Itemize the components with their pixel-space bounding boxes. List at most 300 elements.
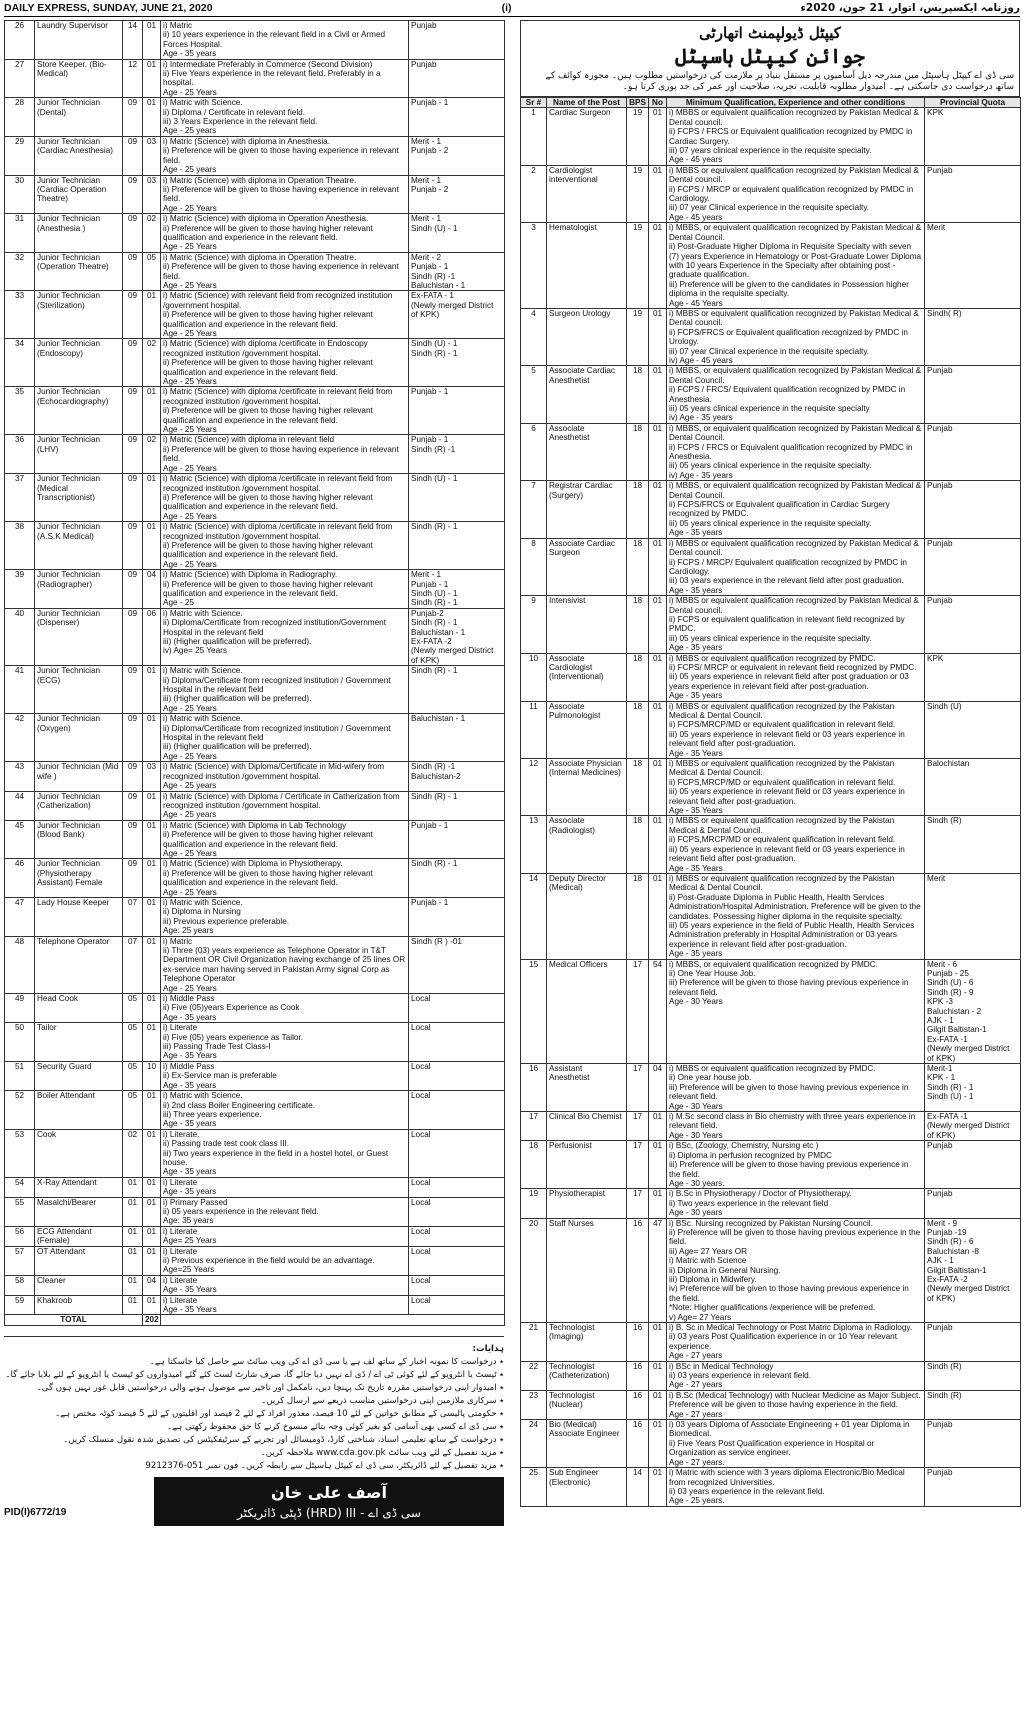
- row-post-name: Technologist (Imaging): [547, 1323, 627, 1362]
- col-qualification: Minimum Qualification, Experience and other conditions: [667, 98, 925, 108]
- row-qualification: [667, 873, 925, 959]
- row-quota: [925, 538, 1021, 595]
- row-post-name: Junior Technician (Blood Bank): [35, 820, 123, 859]
- quota-line: Punjab: [927, 538, 953, 548]
- qualification-line: ii) FCPS,MRCP/MD or equivalent qualification in relevant field.: [669, 835, 896, 845]
- row-post-name: Technologist (Nuclear): [547, 1390, 627, 1419]
- table-row: [521, 1112, 1021, 1141]
- row-sr: 22: [521, 1361, 547, 1390]
- qualification-line: Age - 25 Years: [163, 559, 217, 569]
- row-bps: 18: [627, 873, 649, 959]
- row-sr: 3: [521, 223, 547, 309]
- row-qualification: [667, 108, 925, 165]
- qualification-line: Age - 30 Years: [669, 1130, 723, 1140]
- quota-line: Gilgit Baltistan-1: [927, 1265, 987, 1275]
- table-row: [5, 252, 505, 291]
- row-count: 05: [143, 252, 161, 291]
- quota-line: Punjab: [927, 1323, 953, 1332]
- quota-line: (Newly merged District of KPK): [927, 1044, 1010, 1063]
- qualification-line: ii) Diploma/Certificate from recognized institution / Government Hospital in the relevant field: [163, 675, 391, 695]
- table-row: [5, 522, 505, 570]
- row-qualification: [161, 1226, 409, 1246]
- qualification-line: i) MBBS or equivalent qualification recognized by Pakistan Medical & Dental council.: [669, 108, 919, 127]
- qualification-line: Age - 45 years: [669, 212, 723, 222]
- qualification-line: Age - 35 years: [669, 528, 723, 538]
- qualification-line: ii) Passing trade test cook class III.: [163, 1139, 290, 1149]
- row-bps: 09: [123, 435, 143, 474]
- qualification-line: iii) (Higher qualification will be preferred).: [163, 742, 312, 752]
- row-count: 01: [649, 1390, 667, 1419]
- row-quota: [925, 1064, 1021, 1112]
- row-count: 01: [143, 59, 161, 98]
- qualification-line: i) BSc. Nursing recognized by Pakistan Nursing Council.: [669, 1218, 873, 1228]
- row-sr: 8: [521, 538, 547, 595]
- qualification-line: Age - 45 years: [669, 155, 723, 165]
- row-sr: 16: [521, 1064, 547, 1112]
- row-post-name: Clinical Bio Chemist: [547, 1112, 627, 1141]
- quota-line: Baluchistan - 1: [411, 280, 466, 290]
- row-qualification: [667, 1361, 925, 1390]
- row-qualification: [161, 762, 409, 791]
- row-sr: 6: [521, 423, 547, 480]
- qualification-line: i) Matric (Science) with diploma in Operation Anesthesia.: [163, 214, 369, 224]
- row-count: 01: [143, 1246, 161, 1275]
- masthead: [4, 2, 1020, 17]
- quota-line: Sindh (R) - 6: [927, 1237, 974, 1247]
- row-qualification: [161, 214, 409, 253]
- row-quota: [409, 936, 505, 993]
- quota-line: Punjab: [927, 366, 953, 376]
- row-bps: 18: [627, 701, 649, 758]
- quota-line: Sindh (R) - 1: [411, 522, 458, 532]
- row-quota: [925, 1141, 1021, 1189]
- row-bps: 16: [627, 1420, 649, 1468]
- row-count: 01: [649, 423, 667, 480]
- row-quota: [925, 223, 1021, 309]
- row-count: 01: [143, 1129, 161, 1177]
- row-post-name: Cardiologist interventional: [547, 165, 627, 222]
- quota-line: Merit - 1: [411, 214, 442, 224]
- quota-line: Local: [411, 1197, 431, 1207]
- qualification-line: i) Matric with Science: [669, 1256, 747, 1266]
- qualification-line: ii) Diploma in perfusion recognized by PMDC: [669, 1150, 832, 1160]
- qualification-line: ii) Diploma in Nursing: [163, 907, 241, 917]
- instructions-heading: ہدایات:: [472, 1343, 504, 1354]
- quota-line: Sindh( R): [927, 308, 962, 318]
- qualification-line: i) BSc in Medical Technology: [669, 1361, 774, 1371]
- row-sr: 2: [521, 165, 547, 222]
- qualification-line: i) Literate: [163, 1023, 198, 1033]
- row-quota: [925, 959, 1021, 1063]
- hospital-title: جوائن کیپٹل ہاسپٹل: [675, 44, 865, 68]
- quota-line: Sindh (R): [927, 816, 962, 826]
- quota-line: Punjab - 1: [411, 579, 449, 589]
- quota-line: Merit: [927, 873, 946, 883]
- row-qualification: [667, 366, 925, 423]
- qualification-line: iii) 05 years clinical experience in the requisite specialty.: [669, 633, 872, 643]
- row-post-name: Associate Cardiologist (Interventional): [547, 653, 627, 701]
- row-count: 06: [143, 608, 161, 665]
- row-count: 03: [143, 136, 161, 175]
- table-row: [5, 291, 505, 339]
- row-post-name: Junior Technician (Oxygen): [35, 714, 123, 762]
- qualification-line: ii) FCPS,MRCP/MD or equivalent qualification in relevant field.: [669, 777, 896, 787]
- qualification-line: iii) 05 years experience in the field of Public Health, Health Services Administration preferably in Hospital Administration or 03 years experience in relevant field after post-graduation.: [669, 920, 915, 949]
- row-count: 01: [649, 308, 667, 365]
- row-quota: [925, 1468, 1021, 1507]
- row-qualification: [161, 522, 409, 570]
- quota-line: Sindh (R) - 1: [411, 859, 458, 869]
- quota-line: Ex-FATA -2: [411, 637, 452, 646]
- qualification-line: Age - 25 Years: [163, 425, 217, 435]
- row-count: 01: [143, 1295, 161, 1315]
- row-bps: 14: [123, 21, 143, 60]
- qualification-line: i) MBBS or equivalent qualification recognized by PMDC.: [669, 653, 876, 663]
- row-post-name: Junior Technician (Catherization): [35, 791, 123, 820]
- row-post-name: Bio (Medical) Associate Engineer: [547, 1420, 627, 1468]
- qualification-line: iii) 05 years clinical experience in the requisite specialty.: [669, 461, 872, 471]
- row-quota: [925, 108, 1021, 165]
- row-qualification: [161, 339, 409, 387]
- row-post-name: Junior Technician (Radiographer): [35, 570, 123, 609]
- qualification-line: i) Matric with Science.: [163, 1091, 243, 1101]
- row-count: 01: [649, 1189, 667, 1218]
- qualification-line: i) Matric (Science) with diploma /certificate in Endoscopy recognized institution /government hospital.: [163, 339, 368, 358]
- row-sr: 12: [521, 759, 547, 816]
- row-sr: 18: [521, 1141, 547, 1189]
- row-count: 01: [143, 474, 161, 522]
- qualification-line: i) BSc, (Zoology, Chemistry, Nursing etc ): [669, 1141, 819, 1151]
- row-post-name: Registrar Cardiac (Surgery): [547, 481, 627, 538]
- table-row: [5, 570, 505, 609]
- qualification-line: i) MBBS, or equivalent qualification recognized by PMDC.: [669, 959, 878, 969]
- row-bps: 14: [627, 1468, 649, 1507]
- qualification-line: ii) FCPS / FRCS/ Equivalent qualification recognized by PMDC in Anesthesia.: [669, 385, 906, 404]
- qualification-line: Age - 35 Years: [163, 1051, 217, 1061]
- quota-line: Punjab: [411, 59, 437, 69]
- qualification-line: Age - 25 years.: [669, 1496, 725, 1506]
- row-quota: [409, 859, 505, 898]
- row-sr: 40: [5, 608, 35, 665]
- qualification-line: i) Matric (Science) with Diploma in Lab Technology: [163, 820, 347, 830]
- row-post-name: Junior Technician (Dispenser): [35, 608, 123, 665]
- left-column: [4, 20, 504, 1526]
- instruction-item: ٭ مزید تفصیل کے لئے ویب سائٹ www.cda.gov.pk ملاحظہ کریں۔: [260, 1447, 504, 1458]
- row-count: 04: [143, 570, 161, 609]
- row-qualification: [161, 1295, 409, 1315]
- row-quota: [925, 1420, 1021, 1468]
- quota-line: KPK: [927, 653, 944, 663]
- row-post-name: Associate Pulmonologist: [547, 701, 627, 758]
- row-sr: 13: [521, 816, 547, 873]
- row-bps: 01: [123, 1226, 143, 1246]
- row-post-name: Junior Technician (Dental): [35, 98, 123, 137]
- table-row: [521, 538, 1021, 595]
- instruction-item: ٭ درخواست کے ساتھ تعلیمی اسناد، شناختی کارڈ، ڈومیسائل اور تجربے کے سرٹیفکیٹس کی تصدیق شدہ نقول منسلک کریں۔: [63, 1434, 504, 1445]
- row-quota: [409, 1023, 505, 1062]
- quota-line: Ex-FATA -1: [927, 1112, 968, 1122]
- row-sr: 34: [5, 339, 35, 387]
- qualification-line: Age - 27 years: [669, 1409, 723, 1419]
- qualification-line: ii) Preference will be given to those having higher relevant qualification and experience in the relevant field.: [163, 223, 373, 242]
- qualification-line: Age - 35 Years: [669, 806, 723, 816]
- row-quota: [925, 873, 1021, 959]
- quota-line: Merit - 9: [927, 1218, 958, 1228]
- row-sr: 28: [5, 98, 35, 137]
- row-bps: 09: [123, 859, 143, 898]
- row-qualification: [161, 859, 409, 898]
- qualification-line: i) Matric with Science.: [163, 897, 243, 907]
- table-row: [5, 1091, 505, 1130]
- row-qualification: [667, 1420, 925, 1468]
- quota-line: AJK - 1: [927, 1256, 954, 1266]
- row-sr: 23: [521, 1390, 547, 1419]
- row-post-name: Physiotherapist: [547, 1189, 627, 1218]
- row-sr: 50: [5, 1023, 35, 1062]
- row-qualification: [161, 1246, 409, 1275]
- quota-line: Sindh (U) - 1: [411, 339, 458, 349]
- row-sr: 15: [521, 959, 547, 1063]
- instruction-item: ٭ درخواست کا نمونہ اخبار کے ساتھ لف ہے یا سی ڈی اے کی ویب سائٹ سے حاصل کیا جاسکتا ہے۔: [149, 1356, 504, 1367]
- quota-line: Ex-FATA - 1: [411, 291, 454, 301]
- row-sr: 57: [5, 1246, 35, 1275]
- table-row: [5, 214, 505, 253]
- table-row: [5, 1295, 505, 1315]
- quota-line: Sindh (R) -1: [411, 444, 456, 454]
- qualification-line: ii) 03 years experience in the relevant field.: [669, 1486, 825, 1496]
- instruction-item: ٭ سی ڈی اے کسی بھی آسامی کو بغیر کوئی وجہ بتائے منسوخ کرنے کا حق محفوظ رکھتی ہے۔: [167, 1421, 504, 1432]
- row-post-name: X-Ray Attendant: [35, 1177, 123, 1197]
- qualification-line: iii) 05 years clinical experience in the requisite specialty.: [669, 518, 872, 528]
- table-row: [521, 816, 1021, 873]
- quota-line: Punjab: [927, 481, 953, 491]
- qualification-line: Age - 25 Years: [163, 887, 217, 897]
- qualification-line: iv) Age - 45 years: [669, 355, 733, 365]
- row-post-name: Tailor: [35, 1023, 123, 1062]
- quota-line: Punjab - 1: [411, 262, 449, 272]
- qualification-line: Age - 35 Years: [163, 1285, 217, 1295]
- row-bps: 01: [123, 1246, 143, 1275]
- row-bps: 09: [123, 820, 143, 859]
- row-bps: 05: [123, 1061, 143, 1090]
- row-sr: 45: [5, 820, 35, 859]
- qualification-line: ii) Previous experience in the field would be an advantage.: [163, 1256, 375, 1265]
- row-bps: 01: [123, 1295, 143, 1315]
- row-sr: 31: [5, 214, 35, 253]
- row-sr: 46: [5, 859, 35, 898]
- row-bps: 12: [123, 59, 143, 98]
- qualification-line: Age - 45 Years: [669, 298, 723, 308]
- quota-line: Punjab: [927, 1189, 953, 1199]
- masthead-left: DAILY EXPRESS, SUNDAY, JUNE 21, 2020: [4, 2, 213, 14]
- row-post-name: Cook: [35, 1129, 123, 1177]
- row-bps: 09: [123, 714, 143, 762]
- qualification-line: i) Literate: [163, 1177, 198, 1187]
- qualification-line: ii) FCPS/MRCP/MD or equivalent qualification in relevant field.: [669, 720, 896, 730]
- quota-line: Baluchistan -8: [927, 1246, 979, 1256]
- row-bps: 19: [627, 308, 649, 365]
- row-quota: [409, 214, 505, 253]
- qualification-line: ii) Preference will be given to those having experience in relevant field.: [163, 262, 399, 281]
- row-post-name: Cleaner: [35, 1275, 123, 1295]
- qualification-line: ii) 2nd class Boiler Engineering certificate.: [163, 1100, 315, 1110]
- row-count: 04: [143, 1275, 161, 1295]
- total-label: TOTAL: [5, 1315, 143, 1325]
- row-bps: 16: [627, 1390, 649, 1419]
- quota-line: Sindh (U) - 1: [411, 223, 458, 233]
- instructions-list: [4, 1356, 504, 1473]
- quota-line: Sindh (U): [927, 701, 962, 711]
- table-row: [521, 1361, 1021, 1390]
- row-qualification: [161, 1061, 409, 1090]
- row-count: 01: [143, 1197, 161, 1226]
- row-quota: [409, 59, 505, 98]
- qualification-line: iv) Age= 25 Years: [163, 646, 227, 656]
- row-post-name: Sub Engineer (Electronic): [547, 1468, 627, 1507]
- qualification-line: i) B. Sc in Medical Technology or Post Matric Diploma in Radiology.: [669, 1323, 913, 1332]
- quota-line: Sindh (U) - 6: [927, 978, 974, 988]
- row-count: 01: [143, 994, 161, 1023]
- row-count: 01: [143, 98, 161, 137]
- qualification-line: ii) Five (05)years Experience as Cook: [163, 1003, 300, 1013]
- row-quota: [409, 666, 505, 714]
- row-qualification: [161, 820, 409, 859]
- row-quota: [409, 1197, 505, 1226]
- qualification-line: Age - 25 Years: [163, 751, 217, 761]
- qualification-line: i) B.Sc in Physiotherapy / Doctor of Physiotherapy.: [669, 1189, 852, 1199]
- table-row: [5, 1246, 505, 1275]
- row-qualification: [161, 1275, 409, 1295]
- table-row: [521, 701, 1021, 758]
- row-quota: [409, 791, 505, 820]
- table-row: [521, 1064, 1021, 1112]
- qualification-line: ii) Preference will be given to those having experience in relevant field.: [163, 146, 399, 165]
- row-quota: [409, 474, 505, 522]
- row-quota: [409, 339, 505, 387]
- quota-line: Local: [411, 1295, 431, 1305]
- table-row: [5, 666, 505, 714]
- row-bps: 09: [123, 608, 143, 665]
- table-row: [5, 1129, 505, 1177]
- total-blank: [161, 1315, 505, 1325]
- qualification-line: i) MBBS or equivalent qualification recognized by PMDC.: [669, 1064, 876, 1074]
- row-qualification: [161, 175, 409, 214]
- qualification-line: i) MBBS or equivalent qualification recognized by the Pakistan Medical & Dental Council.: [669, 701, 895, 720]
- qualification-line: ii) One year house job.: [669, 1073, 752, 1083]
- row-count: 01: [649, 165, 667, 222]
- row-count: 02: [143, 435, 161, 474]
- row-quota: [925, 816, 1021, 873]
- row-qualification: [667, 959, 925, 1063]
- qualification-line: Age - 25 Years: [163, 87, 217, 97]
- quota-line: Baluchistan-2: [411, 771, 461, 781]
- qualification-line: ii) Five Years Post Qualification experience in Hospital or Organization as service engineer.: [669, 1438, 875, 1458]
- quota-line: Sindh (R) - 1: [411, 598, 458, 608]
- qualification-line: *Note: Higher qualifications /experience will be preferred.: [669, 1303, 876, 1313]
- qualification-line: iii) 05 years experience in relevant field or 03 years experience in relevant field after post-graduation.: [669, 729, 905, 749]
- row-count: 01: [143, 21, 161, 60]
- row-quota: [409, 897, 505, 936]
- qualification-line: i) MBBS or equivalent qualification recognized by Pakistan Medical & Dental council.: [669, 538, 919, 558]
- qualification-line: Age - 25 years: [163, 810, 217, 820]
- qualification-line: iii) Age= 27 Years OR: [669, 1246, 748, 1256]
- qualification-line: iii) Preference will be given to the candidates in Possession higher diploma in the requisite specialty.: [669, 279, 909, 299]
- row-post-name: Store Keeper. (Bio-Medical): [35, 59, 123, 98]
- row-bps: 09: [123, 136, 143, 175]
- qualification-line: i) Literate: [163, 1275, 198, 1285]
- row-bps: 17: [627, 959, 649, 1063]
- row-post-name: OT Attendant: [35, 1246, 123, 1275]
- qualification-line: iv) Age - 35 years: [669, 470, 733, 480]
- masthead-page-number: (i): [501, 2, 512, 14]
- col-bps: BPS: [627, 98, 649, 108]
- qualification-line: i) MBBS, or equivalent qualification recognized by Pakistan Medical & Dental Council.: [669, 366, 922, 385]
- row-bps: 09: [123, 291, 143, 339]
- row-bps: 09: [123, 175, 143, 214]
- col-sr: Sr #: [521, 98, 547, 108]
- row-bps: 01: [123, 1177, 143, 1197]
- qualification-line: iii) (Higher qualification will be preferred).: [163, 694, 312, 704]
- row-qualification: [667, 1218, 925, 1322]
- quota-line: Sindh (R) - 1: [411, 348, 458, 358]
- row-quota: [409, 1129, 505, 1177]
- qualification-line: Age - 25 Years: [163, 511, 217, 521]
- quota-line: Merit: [927, 223, 946, 233]
- quota-line: Sindh (R): [927, 1361, 962, 1371]
- qualification-line: Age=25 Years: [163, 1265, 215, 1275]
- qualification-line: i) Matric with Science.: [163, 98, 243, 108]
- qualification-line: i) Matric (Science) with Diploma / Certificate in Catherization from recognized institution /government hospital.: [163, 791, 400, 810]
- row-bps: 17: [627, 1064, 649, 1112]
- table-row: [521, 759, 1021, 816]
- row-sr: 47: [5, 897, 35, 936]
- row-qualification: [667, 165, 925, 222]
- row-bps: 19: [627, 223, 649, 309]
- quota-line: Punjab: [411, 21, 437, 30]
- row-sr: 54: [5, 1177, 35, 1197]
- row-sr: 21: [521, 1323, 547, 1362]
- row-bps: 09: [123, 387, 143, 435]
- row-sr: 35: [5, 387, 35, 435]
- row-count: 01: [649, 816, 667, 873]
- qualification-line: iv) Age - 35 years: [669, 413, 733, 423]
- row-qualification: [667, 1468, 925, 1507]
- row-post-name: Staff Nurses: [547, 1218, 627, 1322]
- row-quota: [409, 1246, 505, 1275]
- qualification-line: ii) Preference will be given to those having higher relevant qualification and experience in the relevant field.: [163, 310, 373, 329]
- qualification-line: i) MBBS or equivalent qualification recognized by Pakistan Medical & Dental council.: [669, 308, 919, 328]
- row-post-name: Junior Technician (Sterilization): [35, 291, 123, 339]
- qualification-line: ii) Five (05) years experience as Tailor.: [163, 1032, 304, 1042]
- row-qualification: [161, 98, 409, 137]
- row-bps: 19: [627, 108, 649, 165]
- table-row: [521, 873, 1021, 959]
- qualification-line: ii) Preference will be given to those having higher relevant qualification and experience in the relevant field.: [163, 579, 373, 598]
- quota-line: Punjab - 1: [411, 387, 449, 397]
- row-sr: 25: [521, 1468, 547, 1507]
- qualification-line: ii) Post-Graduate Higher Diploma in Requisite Specialty with seven (7) years Experience in Hematology or Post-Graduate Lower Diploma with 10 years Experience in the Specialty after obtaining post -graduate qualification.: [669, 242, 922, 280]
- row-post-name: Junior Technician (Endoscopy): [35, 339, 123, 387]
- row-bps: 16: [627, 1218, 649, 1322]
- quota-line: Punjab - 25: [927, 968, 969, 978]
- quota-line: KPK - 1: [927, 1073, 956, 1083]
- qualification-line: Age - 27 years.: [669, 1457, 725, 1467]
- row-quota: [409, 1091, 505, 1130]
- qualification-line: ii) Post-Graduate Diploma in Public Health, Health Services Administration/Hospital Administration. Preference will be given to the candidates. Possessing higher diploma in the requisite specialty.: [669, 892, 921, 921]
- qualification-line: i) Matric (Science) with diploma in Anesthesia.: [163, 136, 330, 146]
- total-value: 202: [143, 1315, 161, 1325]
- row-sr: 30: [5, 175, 35, 214]
